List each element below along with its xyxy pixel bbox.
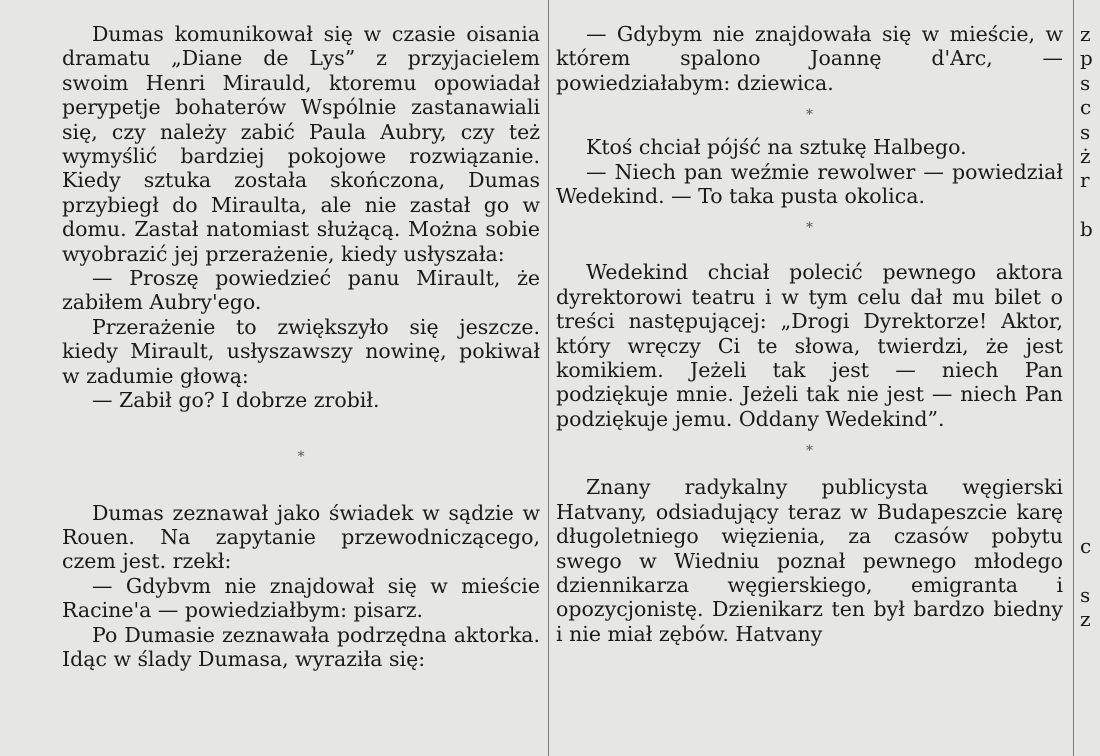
line-fragment: s bbox=[1080, 582, 1091, 607]
line-fragment bbox=[1080, 412, 1100, 436]
line-fragment: z bbox=[1080, 22, 1091, 46]
text-column-middle bbox=[556, 22, 1063, 646]
line-fragment bbox=[1080, 437, 1100, 461]
paragraph: Znany radykalny publicysta węgierski Hatvany, odsiadujący teraz w Budapeszcie karę długoletniego więzienia, za czasów pobytu swego w Wiedniu poznał pewnego młodego dziennikarza węgierskiego, emigranta i opozycjonistę. Dzienikarz ten był bardzo biedny i nie miał zębów. Hatvany bbox=[556, 475, 1063, 646]
line-fragment: s bbox=[1080, 119, 1091, 144]
line-fragment bbox=[1080, 266, 1100, 290]
line-fragment bbox=[1080, 315, 1100, 339]
line-fragment bbox=[1080, 461, 1100, 485]
paragraph: Po Dumasie zeznawała podrzędna aktorka. Idąc w ślady Dumasa, wyraziła się: bbox=[62, 622, 540, 671]
line-fragment: p bbox=[1080, 46, 1093, 71]
column-divider bbox=[1073, 0, 1074, 756]
paragraph: Dumas zeznawał jako świadek w sądzie w Rouen. Na zapytanie przewodniczącego, czem jest. rzekł: bbox=[62, 500, 540, 574]
paragraph: — Zabił go? I dobrze zrobił. bbox=[92, 388, 380, 413]
line-fragment: r bbox=[1080, 168, 1090, 193]
section-separator: * bbox=[806, 107, 813, 124]
line-fragment bbox=[1080, 559, 1100, 583]
line-fragment bbox=[1080, 242, 1100, 266]
line-fragment: ż bbox=[1080, 143, 1091, 168]
line-fragment bbox=[1080, 485, 1100, 509]
paragraph: — Proszę powiedzieć panu Mirault, że zabiłem Aubry'ego. bbox=[62, 266, 540, 315]
paragraph: Przerażenie to zwiększyło się jeszcze. kiedy Mirault, usłyszawszy nowinę, pokiwał w zadumie głową: bbox=[62, 314, 540, 388]
line-fragment bbox=[1080, 510, 1100, 534]
paragraph: Ktoś chciał pójść na sztukę Halbego. bbox=[586, 135, 967, 160]
line-fragment: b bbox=[1080, 217, 1093, 242]
line-fragment bbox=[1080, 363, 1100, 387]
text-column-right-fragment bbox=[1080, 22, 1100, 632]
paragraph: — Niech pan weźmie rewolwer — powiedział Wedekind. — To taka pusta okolica. bbox=[556, 159, 1063, 209]
paragraph: — Gdybvm nie znajdował się w mieście Racine'a — powiedziałbym: pisarz. bbox=[62, 573, 540, 623]
line-fragment bbox=[1080, 193, 1100, 217]
line-fragment bbox=[1080, 290, 1100, 314]
paragraph: Wedekind chciał polecić pewnego aktora dyrektorowi teatru i w tym celu dał mu bilet o treści następującej: „Drogi Dyrektorze! Aktor, który wręczy Ci te słowa, twierdzi, że jest komikiem. Jeżeli tak jest — niech Pan podziękuje mnie. Jeżeli tak nie jest — niech Pan podziękuje jemu. Oddany Wedekind”. bbox=[556, 260, 1063, 431]
section-separator: * bbox=[297, 448, 305, 465]
paragraph: — Gdybym nie znajdowała się w mieście, w którem spalono Joannę d'Arc, — powiedziałabym: dziewica. bbox=[556, 22, 1063, 95]
line-fragment: c bbox=[1080, 534, 1092, 559]
section-separator: * bbox=[806, 220, 813, 237]
line-fragment: z bbox=[1080, 607, 1091, 632]
line-fragment: c bbox=[1080, 95, 1092, 120]
line-fragment bbox=[1080, 339, 1100, 363]
paragraph: Dumas komunikował się w czasie oisania dramatu „Diane de Lys” z przyjacielem swoim Henri Mirauld, ktoremu opowiadał perypetje bohaterów Wspólnie zastanawiali się, czy należy zabić Paula Aubry, czy też wymyślić bardziej pokojowe rozwiązanie. Kiedy sztuka została skończona, Dumas przybiegł do Miraulta, ale nie zastał go w domu. Zastał natomiast służącą. Można sobie wyobrazić jej przerażenie, kiedy usłyszała: bbox=[62, 22, 540, 266]
line-fragment bbox=[1080, 388, 1100, 412]
column-divider bbox=[548, 0, 549, 756]
text-column-left bbox=[62, 22, 540, 671]
section-separator: * bbox=[806, 443, 813, 460]
line-fragment: s bbox=[1080, 70, 1091, 95]
